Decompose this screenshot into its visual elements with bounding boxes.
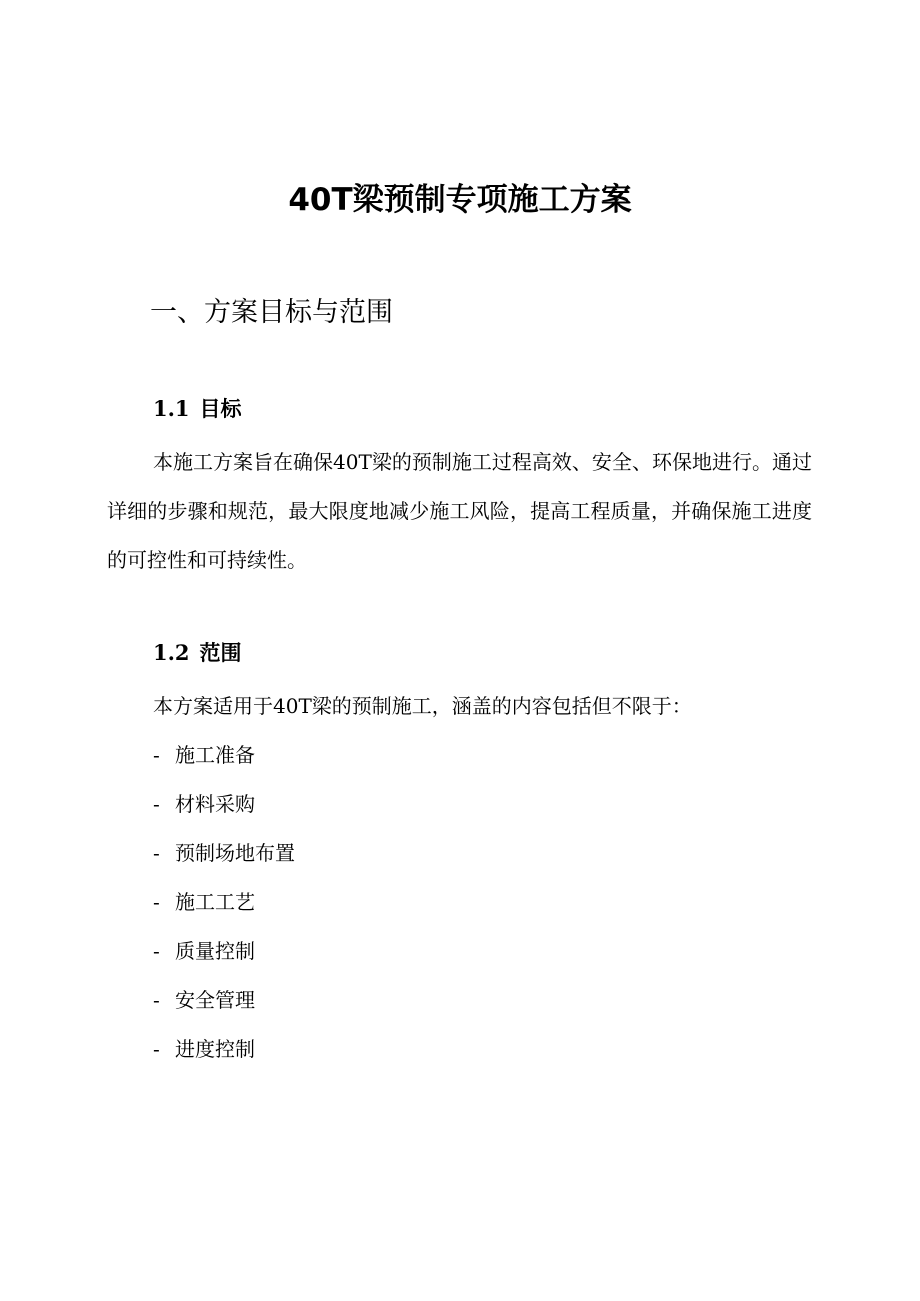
list-item-text: 质量控制 bbox=[175, 939, 255, 963]
list-item-text: 施工工艺 bbox=[175, 890, 255, 914]
goal-paragraph: 本施工方案旨在确保40T梁的预制施工过程高效、安全、环保地进行。通过详细的步骤和规范，最大限度地减少施工风险，提高工程质量，并确保施工进度的可控性和可持续性。 bbox=[107, 450, 812, 572]
list-item-text: 安全管理 bbox=[175, 988, 255, 1012]
section-heading: 一、方案目标与范围 bbox=[150, 297, 393, 328]
subsection-label: 目标 bbox=[199, 397, 242, 421]
subsection-label: 范围 bbox=[199, 641, 242, 665]
list-item: - 施工准备 bbox=[153, 743, 255, 767]
list-item-text: 预制场地布置 bbox=[175, 841, 295, 865]
subsection-heading-goal bbox=[153, 393, 242, 425]
list-item: - 进度控制 bbox=[153, 1037, 255, 1061]
subsection-number: 1.2 bbox=[153, 640, 190, 665]
scope-list bbox=[153, 731, 295, 1074]
subsection-number: 1.1 bbox=[153, 396, 190, 421]
list-item-text: 施工准备 bbox=[175, 743, 255, 767]
list-item: - 质量控制 bbox=[153, 939, 255, 963]
document-title: 40T梁预制专项施工方案 bbox=[288, 182, 632, 218]
list-item: - 施工工艺 bbox=[153, 890, 255, 914]
list-item-text: 材料采购 bbox=[175, 792, 255, 816]
scope-intro: 本方案适用于40T梁的预制施工，涵盖的内容包括但不限于： bbox=[153, 694, 692, 718]
subsection-heading-scope bbox=[153, 637, 242, 669]
list-item: - 预制场地布置 bbox=[153, 841, 295, 865]
list-item: - 材料采购 bbox=[153, 792, 255, 816]
list-item: - 安全管理 bbox=[153, 988, 255, 1012]
list-item-text: 进度控制 bbox=[175, 1037, 255, 1061]
